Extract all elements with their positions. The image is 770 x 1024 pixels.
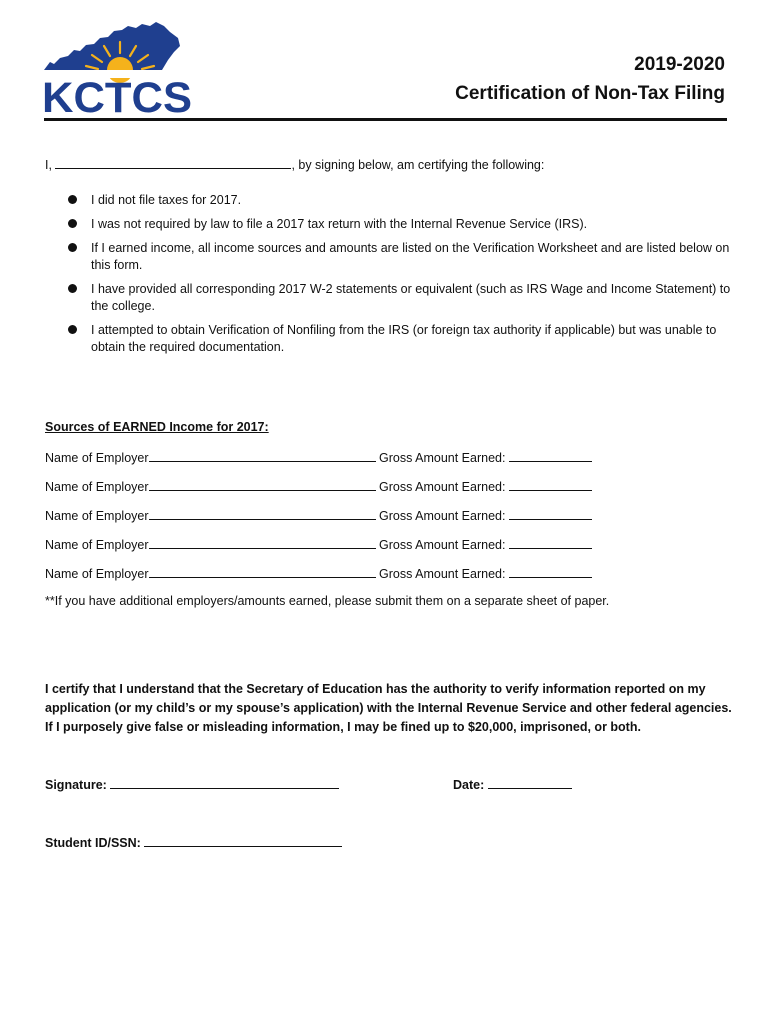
header-divider (44, 118, 727, 121)
employer-name-field[interactable] (149, 507, 376, 520)
bullet-icon (68, 284, 77, 293)
employer-row (45, 565, 645, 594)
list-item: If I earned income, all income sources and amounts are listed on the Verification Worksheet and are listed below on this form. (64, 240, 736, 274)
sources-title: Sources of EARNED Income for 2017: (45, 420, 269, 434)
date-line (453, 776, 572, 792)
employer-name-field[interactable] (149, 536, 376, 549)
gross-amount-field[interactable] (509, 536, 592, 549)
signature-line (45, 776, 339, 792)
certification-bullets (64, 192, 736, 363)
student-id-field[interactable] (144, 834, 342, 847)
amount-label: Gross Amount Earned: (379, 509, 506, 523)
amount-label: Gross Amount Earned: (379, 538, 506, 552)
certification-statement: I certify that I understand that the Secretary of Education has the authority to verify information reported on my application (or my child’s or my spouse’s application) with the Internal Revenue Service and other federal agencies. If I purposely give false or misleading information, I may be fined up to $20,000, imprisoned, or both. (45, 682, 732, 734)
amount-label: Gross Amount Earned: (379, 480, 506, 494)
gross-amount-field[interactable] (509, 478, 592, 491)
intro-prefix: I, (45, 158, 52, 172)
form-year: 2019-2020 (634, 54, 725, 75)
date-label: Date: (453, 778, 485, 792)
name-blank[interactable] (55, 156, 291, 169)
employer-name-field[interactable] (149, 565, 376, 578)
amount-label: Gross Amount Earned: (379, 567, 506, 581)
employer-label: Name of Employer (45, 451, 149, 465)
list-item: I was not required by law to file a 2017 tax return with the Internal Revenue Service (IRS). (64, 216, 736, 233)
list-item: I have provided all corresponding 2017 W-2 statements or equivalent (such as IRS Wage and Income Statement) to the college. (64, 281, 736, 315)
employer-name-field[interactable] (149, 478, 376, 491)
employer-label: Name of Employer (45, 509, 149, 523)
list-item: I attempted to obtain Verification of Nonfiling from the IRS (or foreign tax authority if applicable) but was unable to obtain the required documentation. (64, 322, 736, 356)
intro-statement (45, 156, 544, 172)
bullet-icon (68, 195, 77, 204)
signature-field[interactable] (110, 776, 339, 789)
employer-row (45, 507, 645, 536)
additional-employers-note: **If you have additional employers/amounts earned, please submit them on a separate sheet of paper. (45, 594, 610, 608)
employer-row (45, 536, 645, 565)
intro-suffix: , by signing below, am certifying the following: (291, 158, 545, 172)
employer-row (45, 478, 645, 507)
signature-label: Signature: (45, 778, 107, 792)
date-field[interactable] (488, 776, 572, 789)
employer-label: Name of Employer (45, 538, 149, 552)
bullet-icon (68, 325, 77, 334)
gross-amount-field[interactable] (509, 565, 592, 578)
student-id-label: Student ID/SSN: (45, 836, 141, 850)
employer-list (45, 449, 645, 594)
employer-label: Name of Employer (45, 567, 149, 581)
amount-label: Gross Amount Earned: (379, 451, 506, 465)
employer-label: Name of Employer (45, 480, 149, 494)
student-id-line (45, 834, 342, 850)
logo-wordmark: KCTCS (42, 74, 192, 118)
kctcs-logo (40, 20, 200, 118)
bullet-icon (68, 243, 77, 252)
gross-amount-field[interactable] (509, 507, 592, 520)
document-heading (455, 52, 725, 108)
page-title: Certification of Non-Tax Filing (455, 83, 725, 104)
gross-amount-field[interactable] (509, 449, 592, 462)
bullet-icon (68, 219, 77, 228)
list-item: I did not file taxes for 2017. (64, 192, 736, 209)
employer-name-field[interactable] (149, 449, 376, 462)
employer-row (45, 449, 645, 478)
